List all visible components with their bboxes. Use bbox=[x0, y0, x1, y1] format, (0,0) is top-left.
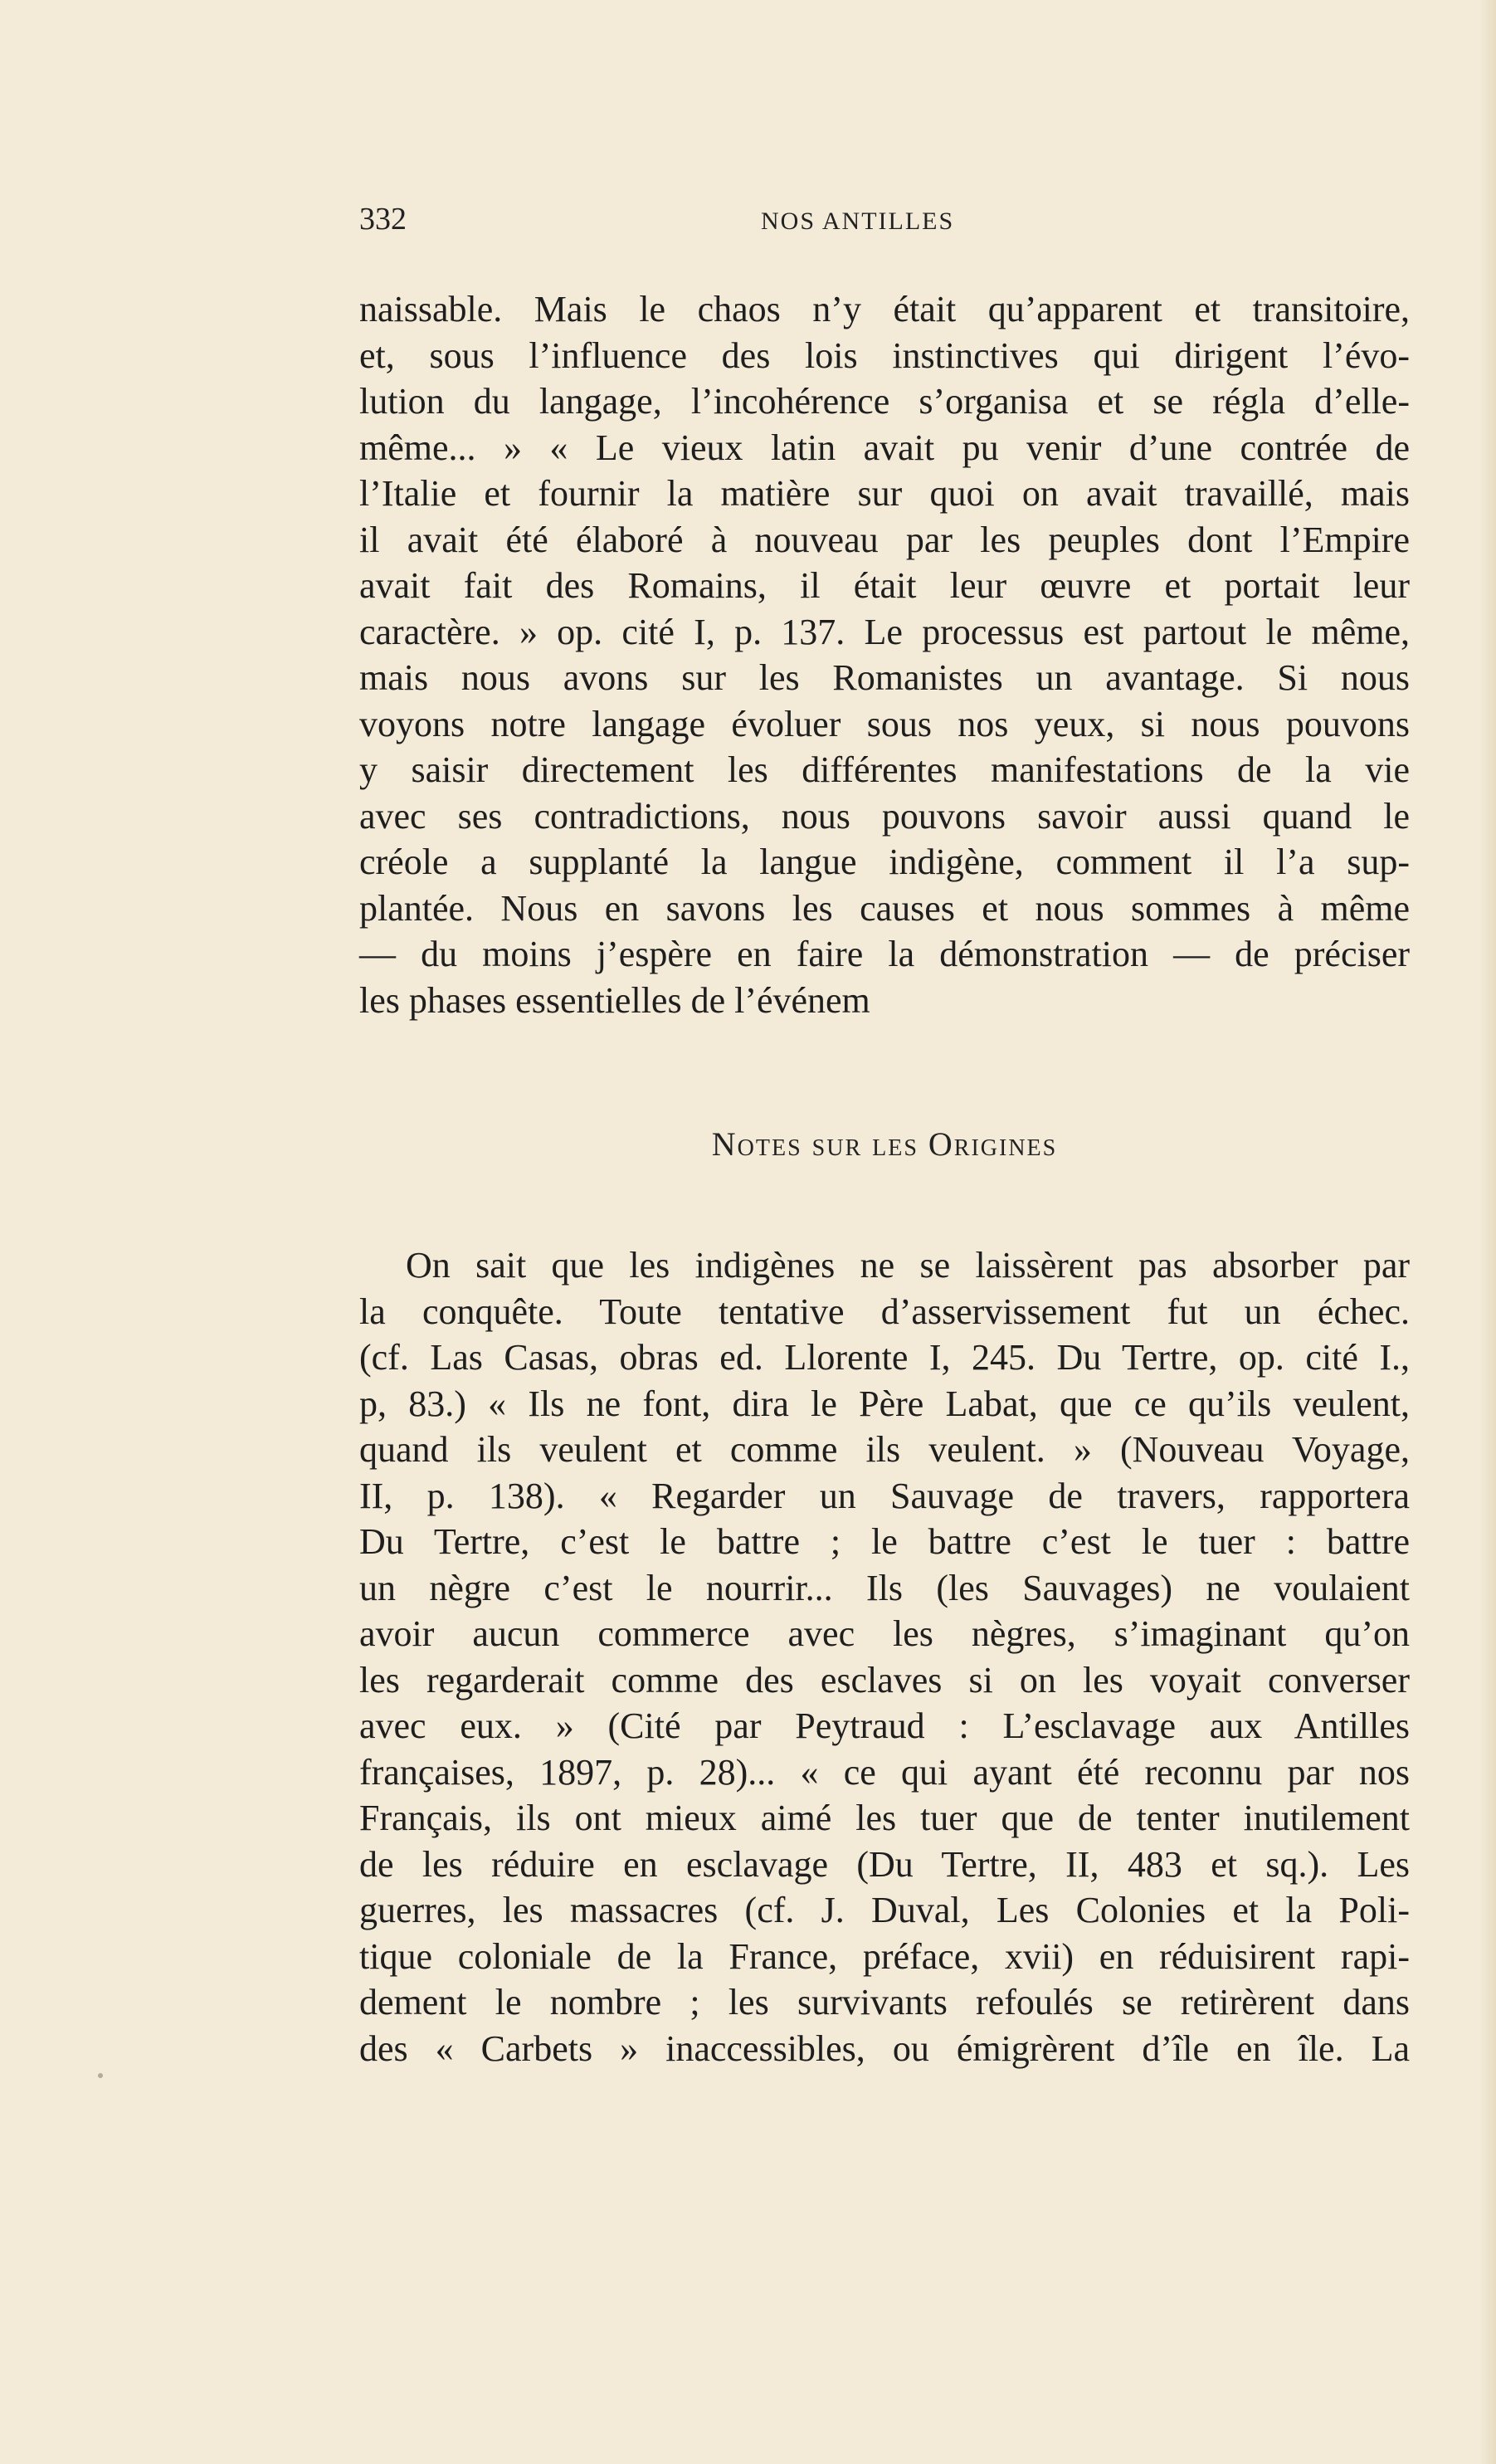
page-edge-shadow bbox=[1479, 0, 1496, 2464]
text-line: et, sous l’influence des lois instinctives qui dirigent l’évo- bbox=[359, 334, 1410, 376]
text-line: — du moins j’espère en faire la démonstration — de préciser bbox=[359, 934, 1410, 974]
text-line: avoir aucun commerce avec les nègres, s’imaginant qu’on bbox=[359, 1613, 1410, 1654]
text-line: même... » « Le vieux latin avait pu venir d’une contrée de bbox=[359, 427, 1410, 468]
text-line: avec ses contradictions, nous pouvons savoir aussi quand le bbox=[359, 795, 1410, 837]
text-line: françaises, 1897, p. 28)... « ce qui ayant été reconnu par nos bbox=[359, 1751, 1410, 1793]
paper-speck bbox=[98, 2073, 103, 2078]
text-line: p, 83.) « Ils ne font, dira le Père Labat, que ce qu’ils veulent, bbox=[359, 1383, 1410, 1424]
text-line: un nègre c’est le nourrir... Ils (les Sauvages) ne voulaient bbox=[359, 1567, 1410, 1608]
text-line: lution du langage, l’incohérence s’organisa et se régla d’elle- bbox=[359, 381, 1410, 422]
text-line: On sait que les indigènes ne se laissèrent pas absorber par bbox=[406, 1245, 1410, 1286]
text-line: dement le nombre ; les survivants refoulés se retirèrent dans bbox=[359, 1982, 1410, 2022]
text-line: avait fait des Romains, il était leur œuvre et portait leur bbox=[359, 565, 1410, 606]
text-line: l’Italie et fournir la matière sur quoi on avait travaillé, mais bbox=[359, 473, 1410, 514]
text-line: II, p. 138). « Regarder un Sauvage de travers, rapportera bbox=[359, 1475, 1410, 1516]
page-number: 332 bbox=[359, 202, 407, 237]
text-line: des « Carbets » inaccessibles, ou émigrèrent d’île en île. La bbox=[359, 2027, 1410, 2069]
running-title: NOS ANTILLES bbox=[761, 207, 955, 235]
paragraph-1 bbox=[359, 286, 1410, 1023]
text-line: guerres, les massacres (cf. J. Duval, Les Colonies et la Poli- bbox=[359, 1890, 1410, 1930]
text-line: les phases essentielles de l’événem bbox=[359, 979, 870, 1021]
text-line: la conquête. Toute tentative d’asservissement fut un échec. bbox=[359, 1291, 1410, 1332]
text-line: de les réduire en esclavage (Du Tertre, II, 483 et sq.). Les bbox=[359, 1843, 1410, 1885]
text-line: voyons notre langage évoluer sous nos yeux, si nous pouvons bbox=[359, 703, 1410, 744]
paragraph-2 bbox=[359, 1242, 1410, 2071]
text-line: Français, ils ont mieux aimé les tuer que de tenter inutilement bbox=[359, 1798, 1410, 1838]
text-line: (cf. Las Casas, obras ed. Llorente I, 245. Du Tertre, op. cité I., bbox=[359, 1337, 1410, 1378]
text-line: y saisir directement les différentes manifestations de la vie bbox=[359, 749, 1410, 790]
text-line: tique coloniale de la France, préface, xvii) en réduisirent rapi- bbox=[359, 1935, 1410, 1977]
text-line: quand ils veulent et comme ils veulent. » (Nouveau Voyage, bbox=[359, 1429, 1410, 1470]
text-line: naissable. Mais le chaos n’y était qu’apparent et transitoire, bbox=[359, 289, 1410, 329]
text-line: Du Tertre, c’est le battre ; le battre c’est le tuer : battre bbox=[359, 1521, 1410, 1562]
section-heading: Notes sur les Origines bbox=[711, 1125, 1058, 1163]
text-line: mais nous avons sur les Romanistes un avantage. Si nous bbox=[359, 657, 1410, 698]
text-line: les regarderait comme des esclaves si on les voyait converser bbox=[359, 1659, 1410, 1700]
text-line: plantée. Nous en savons les causes et nous sommes à même bbox=[359, 887, 1410, 929]
text-line: il avait été élaboré à nouveau par les peuples dont l’Empire bbox=[359, 519, 1410, 560]
text-line: caractère. » op. cité I, p. 137. Le processus est partout le même, bbox=[359, 611, 1410, 652]
text-line: avec eux. » (Cité par Peytraud : L’esclavage aux Antilles bbox=[359, 1705, 1410, 1746]
text-line: créole a supplanté la langue indigène, comment il l’a sup- bbox=[359, 842, 1410, 882]
